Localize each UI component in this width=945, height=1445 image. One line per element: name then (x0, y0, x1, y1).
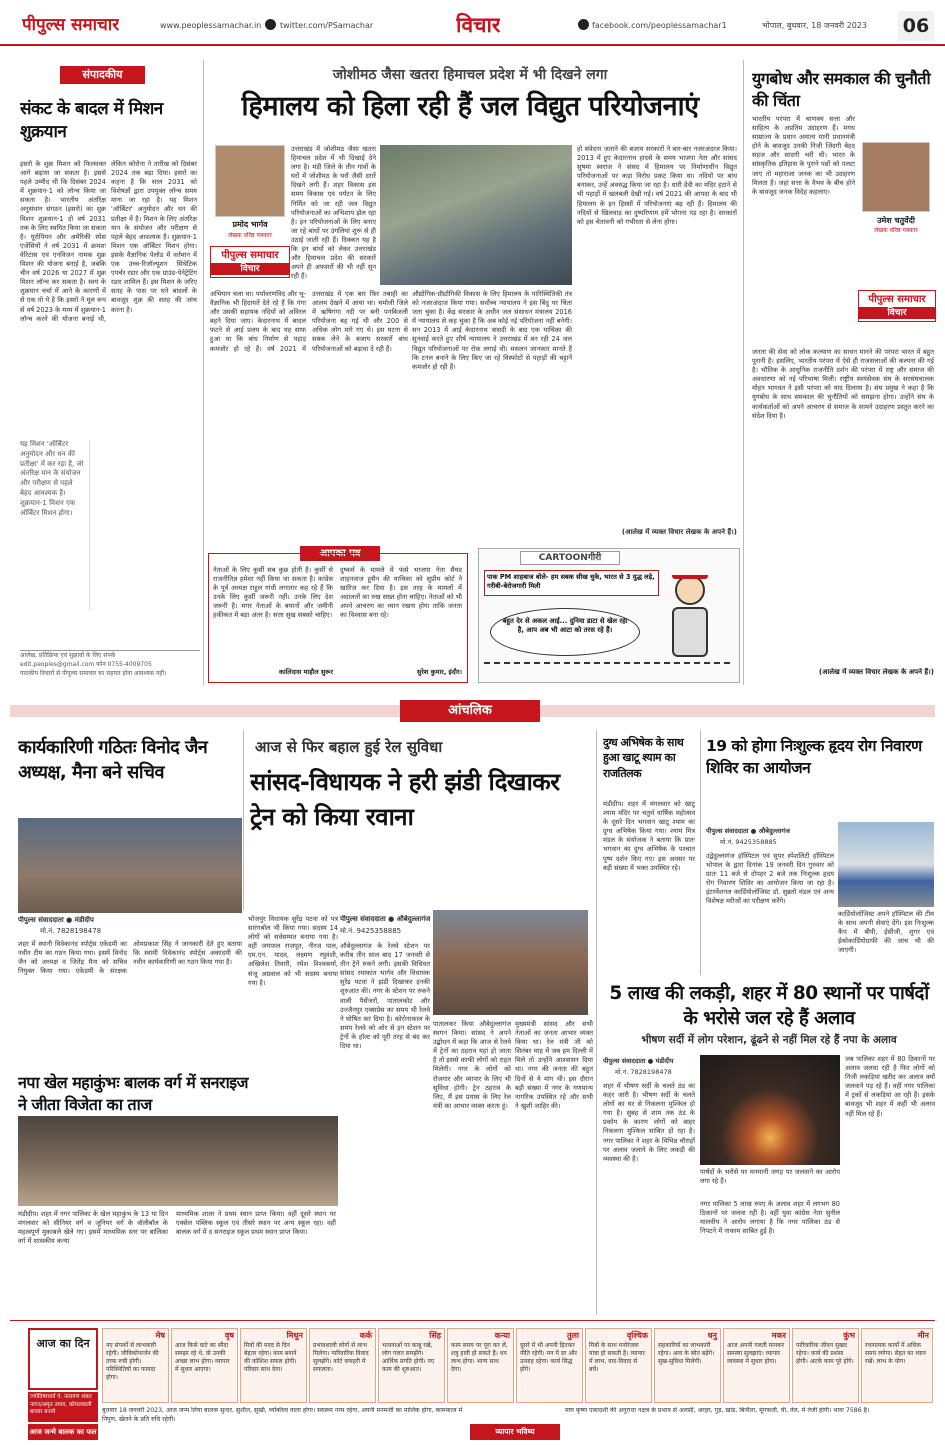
story3-kicker: आज से फिर बहाल हुई रेल सुविधा (255, 738, 443, 756)
story2-col2: माध्यमिक शाला ने प्रथम स्थान प्राप्त किया। वहीं दूसरे स्थान पर एक्सेल पब्लिक स्कूल एवं तीसरे स्थान पर अन्य स्कूल रहा। वहीं बालक वर्ग में द सनराइज स्कूल प्रथम स्थान प्राप्त किया। (176, 1210, 336, 1237)
story3-photo (433, 910, 588, 1015)
zodiac-name: तुला (566, 1331, 579, 1340)
story6-subhead: भीषण सर्दी में लोग परेशान, ढूंढने से नहीं मिल रहे हैं नपा के अलाव (641, 1034, 897, 1046)
horoscope-bottom-right: माघ कृष्ण एकादशी की अनुराधा नक्षत्र के प्रभाव से अलसी, अरहर, गुड़, खांड, बिनौला, मूंगफली, घी, तेल, में तेजी होगी। भावः 7586 है। (565, 1407, 870, 1414)
zodiac-text: काम समय पर पूरा कर लें, शत्रु हावी हो सकते हैं। धन लाभ होगा। भाग्य साथ देगा। (451, 1341, 508, 1374)
cartoon-title: CARTOONगीरी (520, 551, 620, 565)
divider (743, 60, 744, 685)
divider (203, 60, 204, 685)
zodiac-text: भावनाओं पर काबू रखें, लोग गलत समझेंगे। आर्थिक प्रगति होगी। नए काम की शुरुआत। (382, 1341, 435, 1374)
divider (700, 730, 701, 975)
zodiac-text: आज किसे घाटे का सौदा समझा रहे थे, वो उनकी अच्छा लाभ होगा। व्यापार में सुधार आएगा। (175, 1341, 230, 1374)
story1-col2: भोजपुर विधायक सुरेंद्र पटवा को पत्र सारंगबोल भी किया गया। सदस्य 14 लोगों को सर्वसम्मत बनाया गया है। वहीं जयपाल राजपूत, नीरज पाल, एम.एन. यादव, लक्ष्मण रघुवंशी, अखिलेश तिवारी, रमेश विश्वकर्मा, संजू अग्रवाल को भी सदस्य बनाया गया है। (248, 915, 338, 987)
zodiac-text: प्रभावशाली लोगों से लाभ मिलेगा। पारिवारिक विवाद सुलझेंगे। कोर्ट कचहरी में सफलता। (313, 1341, 369, 1374)
zodiac-name: सिंह (429, 1331, 441, 1340)
zodiac-mesh (102, 1328, 169, 1403)
story3-headline: सांसद-विधायक ने हरी झंडी दिखाकर ट्रेन को किया रवाना (250, 768, 560, 831)
story3-byline-visible: पीपुल्स संवाददाता ● औबेदुल्लागंज (340, 915, 431, 923)
opinion2-brand-box (858, 290, 936, 322)
zodiac-name: धनु (707, 1331, 717, 1340)
story6-col1: शहर में भीषण सर्दी के चलते ठंड का कहर जारी है। भीषण सर्दी के चलते लोगों का घर से निकलना मुश्किल हो गया है। सुबह से शाम तक ठंड के प्रकोप के कारण लोगों को बाहर निकलना मुश्किल साबित हो रहा है। नगर पालिका ने शहर के विभिन्न चौराहों पर अलाव जलाने के लिए लकड़ी की व्यवस्था की है। (603, 1082, 695, 1163)
editorial-pullquote: यह मिशन 'ऑर्बिटर अनुमोदन और धन की प्रतीक्षा' में कर रहा है, जो अंतरिक्ष यान के संयोजन और परीक्षण से पहले बेहद आवश्यक है। शुक्रयान-1 मिशन एक ऑर्बिटर मिशन होगा। (20, 440, 90, 610)
story3-phone: मो.नं. 9425358885 (340, 927, 402, 935)
editorial-footer-email[interactable]: edit.peoples@gmail.com फोन 0755-4009705 (20, 661, 152, 668)
cartoon-figure (660, 575, 720, 675)
zodiac-kumbh (792, 1328, 859, 1403)
zodiac-name: कन्या (494, 1331, 510, 1340)
opinion2-title: युगबोध और समकाल की चुनौती की चिंता (752, 69, 931, 110)
story1-photo (18, 818, 242, 913)
story2-photo (18, 1116, 338, 1206)
zodiac-text: मित्रों की मदद से दिन बेहतर रहेगा। काम बनाने की कोशिश सफल होगी। परिवार साथ देगा। (244, 1341, 297, 1374)
opinion2-brand: पीपुल्स समाचार (868, 294, 926, 305)
zodiac-kanya (447, 1328, 514, 1403)
editorial-footer (20, 650, 200, 684)
divider (596, 730, 597, 1315)
horoscope-bottom-left: बुधवार 18 जनवरी 2023, आज जन्म लिया बालक सुन्दर, सुशील, सुखी, व्यक्तित्व वाला होगा। स्वास्थ्य नरम रहेगा, अपनी मनमर्जी का मालिक होगा, कामकाज में निपुण, खेलने के प्रति रुचि रहेगी। (102, 1407, 463, 1423)
story2-headline: नपा खेल महाकुंभः बालक वर्ग में सनराइज ने जीता विजेता का ताज (18, 1073, 248, 1114)
zodiac-text: आज अपनी गलती मानकर समस्या सुलझाएं। व्यापार व्यवस्था में सुधार होगा। (727, 1341, 785, 1365)
letters-col1: नेताओं के लिए कुर्सी सब कुछ होती है। कुर्सी से राजनीतिज्ञ हमेशा नहीं किया जा सकता है। कांग्रेस के पूर्व अध्यक्ष राहुल गांधी लगातार कह रहे हैं कि उनके लिए कुर्सी जरूरी नहीं। उनके लिए देश जरूरी है। मगर नेताओं के बयानों और जमीनी हकीकत में बड़ा अंतर है। सत्ता सुख सबको चाहिए। (213, 566, 333, 620)
letters-col1-author: कालिदास माहौल सुरूर (278, 668, 333, 676)
zodiac-name: मीन (917, 1331, 929, 1340)
masthead-facebook[interactable]: facebook.com/peoplessamachar1 (592, 21, 727, 30)
story5-phone: मो.नं. 9425358885 (720, 838, 777, 846)
zodiac-meen (861, 1328, 933, 1403)
opinion2-author-name: उमेश चतुर्वेदी (877, 216, 915, 225)
zodiac-vrish (171, 1328, 238, 1403)
facebook-icon (578, 19, 589, 30)
zodiac-makar (723, 1328, 790, 1403)
opinion2-brand-bar: विचार (859, 307, 935, 319)
editorial-footer-disclaimer: पाठकीय विचारों से पीपुल्स समाचार का सहमत होना आवश्यक नहीं। (20, 670, 167, 677)
zodiac-text: दूसरे में भी अपनी हितकर नीति रहेगी। मन में डर और उत्साह रहेगा। कार्य सिद्ध होंगे। (520, 1341, 578, 1374)
author-photo (215, 145, 285, 217)
story5-headline: 19 को होगा निःशुल्क हृदय रोग निवारण शिविर का आयोजन (706, 737, 922, 778)
dam-photo (380, 145, 572, 285)
opinion2-footnote: (आलेख में व्यक्त विचार लेखक के अपने हैं।) (818, 668, 934, 676)
zodiac-kark (309, 1328, 376, 1403)
story6-photo-caption: पार्षदों के भरोसे पर मनमानी जगह पर जलवाने का आरोप लगा रहे हैं। (700, 1168, 840, 1186)
zodiac-mithun (240, 1328, 307, 1403)
story3-col3: मुख्यमंत्री सांसद और सभी नेताओं का जनता आभार व्यक्त किया था। रेल मंत्री जी को सितंबर माह में जब हम दिल्ली में मिले तो उन्होंने आश्वासन दिया था। नगर की जनता की बहुत दिनों से ये मांग थी। इस दौरान बड़ी संख्या में नगर के गणमान्य नागरिक उपस्थित रहे और सभी ने खुशी जाहिर की। (515, 1020, 593, 1110)
horoscope-label-box (28, 1328, 98, 1390)
letters-col2: दुष्कर्म के मामले में फंसे भाजपा नेता सैयद शाहनवाज हुसैन की याचिका को सुप्रीम कोर्ट ने खारिज कर दिया है। इस तरह के मामलों में अदालतों का रुख सख्त होना चाहिए। नेताओं को भी अपने आचरण का ध्यान रखना होगा ताकि जनता का विश्वास बना रहे। (340, 566, 462, 620)
twitter-icon (265, 19, 276, 30)
story6-photo (700, 1055, 840, 1165)
zodiac-name: वृश्चिक (626, 1331, 648, 1340)
story1-phone: मो.नं. 7828198478 (40, 927, 102, 935)
masthead-website[interactable]: www.peoplessamachar.in (160, 21, 262, 30)
business-label: व्यापार भविष्य (470, 1424, 560, 1440)
story1-headline: कार्यकारिणी गठितः विनोद जैन अध्यक्ष, मैना बने सचिव (18, 737, 208, 784)
editorial-kicker: संपादकीय (60, 66, 145, 84)
story2-col1: मंडीदीप। शहर में नगर पालिका के खेल महाकुंभ के 13 या दिन मंगलवार को सीनियर वर्ग व जूनियर वर्ग के वॉलीबॉल के महत्वपूर्ण मुकाबले खेले गए। इसमें माध्यमिक स्तर पर बालिका वर्ग में शासकीय कन्या (18, 1210, 168, 1246)
zodiac-text: नए संपर्कों से लाभकारी रहेगी। जीविकोपार्जन की तरफ़ रुची होगी। परिस्थितियों का फायदा होगा। (106, 1341, 159, 1382)
opinion2-author-role: लेखक वरिष्ठ पत्रकार (874, 227, 918, 234)
page-number: 06 (898, 11, 934, 41)
zodiac-tula (516, 1328, 583, 1403)
story5-photo-caption: कार्डियोलॉजिस्ट अपने हॉस्पिटल की टीम के साथ अपनी सेवाएं देंगे। इस निःशुल्क कैंप में बीपी, ईसीजी, शुगर एवं ईकोकार्डियोग्राफी की जांच भी की जाएगी। (838, 910, 934, 955)
zodiac-name: कुंभ (843, 1331, 855, 1340)
lead-brand: पीपुल्स समाचार (221, 250, 279, 261)
story6-headline: 5 लाख की लकड़ी, शहर में 80 स्थानों पर पार्षदों के भरोसे जल रहे हैं अलाव (609, 983, 929, 1029)
letters-col2-author: सुरेश कुमार, इंदौर। (416, 668, 462, 676)
masthead-twitter[interactable]: twitter.com/PSamachar (280, 21, 374, 30)
masthead-dateline: भोपाल, बुधवार, 18 जनवरी 2023 (762, 21, 867, 30)
story5-byline: पीपुल्स संवाददाता ● औबेदुल्लागंज (706, 827, 790, 835)
horoscope-label: आज का दिन (36, 1337, 90, 1350)
cartoon-caption2: बहुत देर से अकल आई... दुनिया डाटा से खेल रही है, आप अब भी आटा को तरस रहे हैं। (490, 608, 640, 656)
story5-photo (838, 822, 934, 907)
zodiac-vrishchik (585, 1328, 652, 1403)
zodiac-name: मेष (155, 1331, 165, 1340)
zodiac-name: मकर (771, 1331, 786, 1340)
barbed-wire (484, 662, 734, 664)
lead-col1: उत्तराखंड में जोशीमठ जैसा खतरा हिमाचल प्रदेश में भी दिखाई देने लगा है। मंडी जिले के तीन गांवों के घरों में जोशीमठ के घरों जैसी दरारें दिखने लगी हैं। शहर विकास इस समय विकास एवं पर्यटन के लिए निर्मित को जा रही जल विद्युत परियोजनाओं का अभिशाप झेल रहा है। इन परियोजनाओं के लिए बनाए जा रहे बांधों पर उंगलियां शुरू से ही उठाई जाती रही हैं। दिक्कत यह है कि इन बांधों को लेकर उत्तराखंड और हिमाचल प्रदेश की सरकारें अपने ही अफसरों की भी नहीं सुन रही हैं। (291, 145, 376, 281)
opinion2-body: जनता की सेवा को लोक कल्याण का साधन मानने की परंपरा भारत में बहुत पुरानी है। इसलिए, भारतीय परंपरा में ऐसे ही राजसत्ताओं की कल्पना की गई है। भौतिक के आधुनिक राजनीति दर्शन की परंपरा में राष्ट्र और समाज की अवधारणा को नई परिभाषा मिली। राष्ट्रीय स्वयंसेवक संघ के सरसंघचालक मोहन भागवत ने इसी परंपरा को याद दिलाया है। संघ प्रमुख ने कहा है कि युगबोध के साथ समकाल की चुनौतियों को समझना होगा। उन्होंने संघ के कार्यकर्ताओं को अपने आचरण से समाज के सामने उदाहरण प्रस्तुत करने का संदेश दिया है। (752, 348, 934, 420)
story4-col1: मंडीदीप। शहर में मंगलवार को खाटू श्याम मंदिर पर चतुर्थ वार्षिक महोत्सव के दूसरे दिन भगवान खाटू श्याम का दुग्ध अभिषेक किया गया। श्याम मित्र मंडल के संयोजक ने बताया कि प्रातः भगवान का दुग्ध अभिषेक के पश्चात पुष्प दर्शन किए गए। इस अवसर पर बड़ी संख्या में भक्त उपस्थित रहे। (603, 800, 695, 872)
letters-title: आपका पत्र (300, 546, 380, 561)
regional-bar: आंचलिक (400, 700, 540, 722)
story1-col1: शहर में स्थानी विवेकानंद स्पोर्ट्स एकेडमी का नवीन टीम का गठन किया गया। इसमें विनोद जैन को अध्यक्ष व जितेंद्र मैना को सचिव नियुक्त किया गया। एकेडमी के संरक्षक ओमप्रकाश सिंह ने जानकारी देते हुए बताया कि स्वामी विवेकानंद स्पोर्ट्स अकादमी की नवीन कार्यकारिणी का गठन किया गया है। (18, 940, 242, 976)
masthead-section: विचार (456, 13, 501, 37)
masthead (0, 0, 945, 46)
editorial-title: संकट के बादल में मिशन शुक्रयान (20, 99, 163, 142)
zodiac-text: पारिवारिक जीवन सुखद रहेगा। कार्य की प्रशंसा होगी। अटके काम पूरे होंगे। (796, 1341, 854, 1365)
zodiac-dhanu (654, 1328, 721, 1403)
lead-headline: हिमालय को हिला रही हैं जल विद्युत परियोजनाएं (241, 91, 699, 122)
cartoon-caption1: पाक PM शाहबाज बोले- हम सबक सीख चुके, भारत से 3 युद्ध लड़े, गरीबी-बेरोजगारी मिली (484, 570, 659, 596)
opinion2-body-top: भारतीय परंपरा में चाणक्य सत्ता और साहित्य के अप्रतिम उदाहरण हैं। मगध साम्राज्य के प्रधान अमात्य यानी प्रधानमंत्री होने के बावजूद उनकी निजी जिंदगी बेहद सहज और सादगी भरी थी। भारत के सांस्कृतिक इतिहास के पुराने पन्नों को पलटा जाए तो महाराजा जनक का भी उदाहरण मिलता है। जहां सत्ता के वैभव के बीच होने के बावजूद जनक विदेह कहलाए। (752, 115, 855, 196)
divider (243, 730, 244, 910)
story3-col1: औबेदुल्लागंज के रेलवे स्टेशन पर करीब तीन साल बाद 17 जनवरी से तीन ट्रेनें रुकने लगी। इसकी विधिवत सांसद रमाकांत भार्गव और विधायक सुरेंद्र पटवा ने झंडी दिखाकर इनकी शुरुआत की। नगर के स्टेशन पर रुकने वाली पैसेंजरों, पातालकोट और उज्जैनपुर एक्सप्रेस का समय भी रेलवे ने घोषित कर दिया है। कोरोनाकाल के समय रेलवे को ओर से इन स्टेशन पर ट्रेनों के हॉल्ट को पूरी तरह से बंद कर दिया था। (340, 942, 430, 1051)
lead-col3: औद्योगिक-प्रौद्योगिकी विकास के लिए हिमालय के पारिस्थितिकी तंत्र को नजरअंदाज किया गया। सर्वोच्च न्यायालय ने इस बिंदु पर चिंता जता चुका है। केंद्र सरकार के अधीन जल संसाधन मंत्रालय 2016 में न्यायालय से कह चुका है कि अब कोई नई परियोजना नहीं बनेगी। सन 2013 में आई केदारनाथ त्रासदी के बाद एक याचिका की सुनवाई करते हुए शीर्ष न्यायालय ने उत्तराखंड में बन रही 24 जल विद्युत परियोजनाओं पर रोक लगाई थी। मसलन जानकार मानते हैं कि टनल बनाने के लिए किए जा रहे विस्फोटों से पहाड़ों की चट्टानें कमजोर हो रही हैं। (412, 290, 572, 371)
story5-body: उद्वेदुल्लागंज हॉस्पिटल एवं सुपर स्पेशलिटी हॉस्पिटल भोपाल के द्वारा दिनांक 19 जनवरी दिन गुरुवार को प्रातः 11 बजे से दोपहर 2 बजे तक निःशुल्क हृदय रोग निवारण शिविर का आयोजन किया जा रहा है। इंटरवेंशनल कार्डियोलॉजिस्ट डॉ. सुब्रतो मंडल एवं अन्य विशेषज्ञ मरीजों का परीक्षण करेंगे। (706, 852, 834, 906)
masthead-logo[interactable]: पीपुल्स समाचार (22, 15, 120, 35)
lead-brand-box (210, 246, 290, 278)
story1-byline: पीपुल्स संवाददाता ● मंडीदीप (18, 916, 94, 924)
story6-byline: पीपुल्स संवाददाता ● मंडीदीप (603, 1057, 674, 1065)
story6-col2: नगर पालिका 5 लाख रुपए के अलाव शहर में लगभग 80 ठिकानों पर जलवा रही है। वहीं युवा कांग्रेस नेता सुनील मालवीय ने आरोप लगाया है कि नगर पालिका ठंड से निपटने में नाकाम साबित हुई है। (700, 1200, 840, 1236)
lead-author-role: लेखक वरिष्ठ पत्रकार (228, 232, 272, 239)
lead-footnote: (आलेख में व्यक्त विचार लेखक के अपने हैं।) (621, 528, 737, 536)
lead-brand-bar: विचार (211, 263, 289, 275)
zodiac-singh (378, 1328, 445, 1403)
story6-phone: मो.नं. 7828198478 (615, 1068, 672, 1076)
children-label: आज जन्मे बालक का फल (28, 1424, 98, 1440)
editorial-footer-contact: आलेख, प्रतिक्रिया एवं सुझावों के लिए संपर्क (20, 652, 116, 659)
story3-col2: पातालकर किया औबेदुल्लागंज स्थगन किया। सांसद ने अपने उद्बोधन में कहा कि आज से रेलवे में ट्रेनों का ठहराव यहां हो जाता है तो इससे काफी लोगों को राहत मिलेगी। नगर के लोगों को रोजगार और व्यापार के लिए भी सुविधा होगी। ट्रेन ठहराव के लिए, मैं इस प्रयास के लिए रेल मंत्री का आभार व्यक्त करता हूं। (433, 1020, 511, 1110)
story4-headline: दुग्ध अभिषेक के साथ हुआ खाटू श्याम का राजतिलक (603, 736, 684, 780)
zodiac-text: मित्रों के साथ मनोरंजक यात्रा हो सकती है। व्यापार में लाभ, वाद-विवाद से बचें। (589, 1341, 645, 1374)
zodiac-name: वृष (224, 1331, 234, 1340)
zodiac-name: मिथुन (286, 1331, 303, 1340)
zodiac-text: रचनात्मक कार्यों में अधिक समय लगेगा। सेहत का ध्यान रखें। लाभ के योग। (865, 1341, 926, 1365)
zodiac-name: कर्क (359, 1331, 372, 1340)
lead-kicker: जोशीमठ जैसा खतरा हिमाचल प्रदेश में भी दिखने लगा (332, 67, 608, 83)
zodiac-text: सहकारियों का लाभकारी रहेगा। आय के स्रोत बढ़ेंगे। सुख-सुविधा मिलेगी। (658, 1341, 715, 1365)
horoscope-astrologer: ज्योतिषाचार्य पं. नारायण शंकर नागर/अमृत उपाय, कोयलवाली बाजार बनाये (28, 1392, 98, 1422)
lead-author-name: प्रमोद भार्गव (232, 220, 268, 229)
story6-col3: जब पालिका शहर में 80 ठिकानों पर अलाव जलवा रही है फिर लोगों को निजी लकड़ियां खरीद कर अलाव क्यों जलवाने पड़ रहे हैं। वहीं नगर पालिका में ट्रकों से लकड़ियां आ रही हैं। इसके बावजूद भी शहर में कहीं भी अलाव नहीं मिल रहे हैं। (845, 1055, 935, 1118)
opinion2-author-photo (862, 142, 930, 212)
lead-col4: हो संवेदना जताने की बजाय सरकारों ने बार-बार नजरअंदाज किया। 2013 में हुए केदारनाथ हादसे के समय भाजपा नेता और सांसद सुषमा स्वराज ने संसद में हिमालय पर निर्माणाधीन विद्युत परियोजनाओं पर कड़ा विरोध प्रकट किया था। नदियों पर बांध बनाकर, उन्हें अवरुद्ध किया जा रहा है। धारी देवी का मंदिर हटाने से भी पहाड़ों में खलबली देखी गई। वर्ष 2021 की आपदा के बाद भी हिमालय के इन हिस्सों में परियोजनाएं बढ़ रही हैं। हिमालय की नदियों से खिलवाड़ का दुष्परिणाम हमें भोगना पड़ रहा है। सरकारों को इस चेतावनी को गंभीरता से लेना होगा। (577, 145, 737, 226)
editorial-body: इसरो के शुक्र मिशन को फिलवक्त आगे बढ़ाया जा सकता है। इससे पहले उम्मीद थी कि दिसंबर 2024 में शुक्रयान-1 को लॉन्च किया जा सकता है। भारतीय अंतरिक्ष अनुसंधान संगठन (इसरो) का शुक्र मिशन शुक्रयान-1 दो वर्ष 2031 तक के लिए स्थगित किया जा सकता है। यूरोपियन और अमेरिकी स्पेस एजेंसियों ने वर्ष 2031 में क्रमशः वेरिटास एवं एनविजन नामक शुक्र मिशन की योजना बनाई है, जबकि चीन वर्ष 2026 या 2027 में शुक्र मिशन लॉन्च कर सकता है। स्वयं के शुक्रयान चर्चा में आने के कारणों में से एक तो ये है कि इसरो ने मूल रूप से वर्ष 2023 के मध्य में शुक्रयान-1 लॉन्च करने की योजना बनाई थी, लेकिन कोरोना ने तारीख को दिसंबर 2024 तक बढ़ा दिया। इसरो का कहना है कि साल 2031 को विशेषज्ञों द्वारा उपयुक्त लॉन्च समय माना जा रहा है। यह मिशन 'ऑर्बिटर' अनुमोदन और धन की प्रतीक्षा में है। मिशन के लिए अंतरिक्ष यान के संयोजन और परीक्षण से पहले बेहद आवश्यक है। शुक्रयान-1 मिशन एक ऑर्बिटर मिशन होगा। इसके वैज्ञानिक पेलोड में वर्तमान में एक उच्च-रिजॉल्यूशन सिंथेटिक एपर्चर रडार और एक ग्राउंड-पेनेट्रेटिंग रडार शामिल हैं। इस मिशन के जरिए सतह के पास पर घने बादलों के बावजूद शुक्र की सतह की जांच करना है। (20, 160, 197, 323)
lead-col2: अभियान चला था। पर्यावरणविद और भू-वैज्ञानिक भी हिदायतें देते रहे हैं कि गंगा और उसकी सहायक नदियों को अविरल बहने दिया जाए। केदारनाथ में बादल फटने से आई प्रलय के बाद यह साफ हुआ था कि बांध निर्माण से पहाड़ कमजोर हो रहे हैं। वर्ष 2021 में उत्तराखंड में एक बार फिर तबाही का आलम देखने में आया था। चमोली जिले में ऋषिगंगा नदी पर बनी पनबिजली परियोजना बह गई थी और 200 से अधिक लोग मारे गए थे। इस घटना से सबक लेने के बजाय सरकारें बांध परियोजनाओं को बढ़ावा दे रही हैं। (210, 290, 408, 353)
